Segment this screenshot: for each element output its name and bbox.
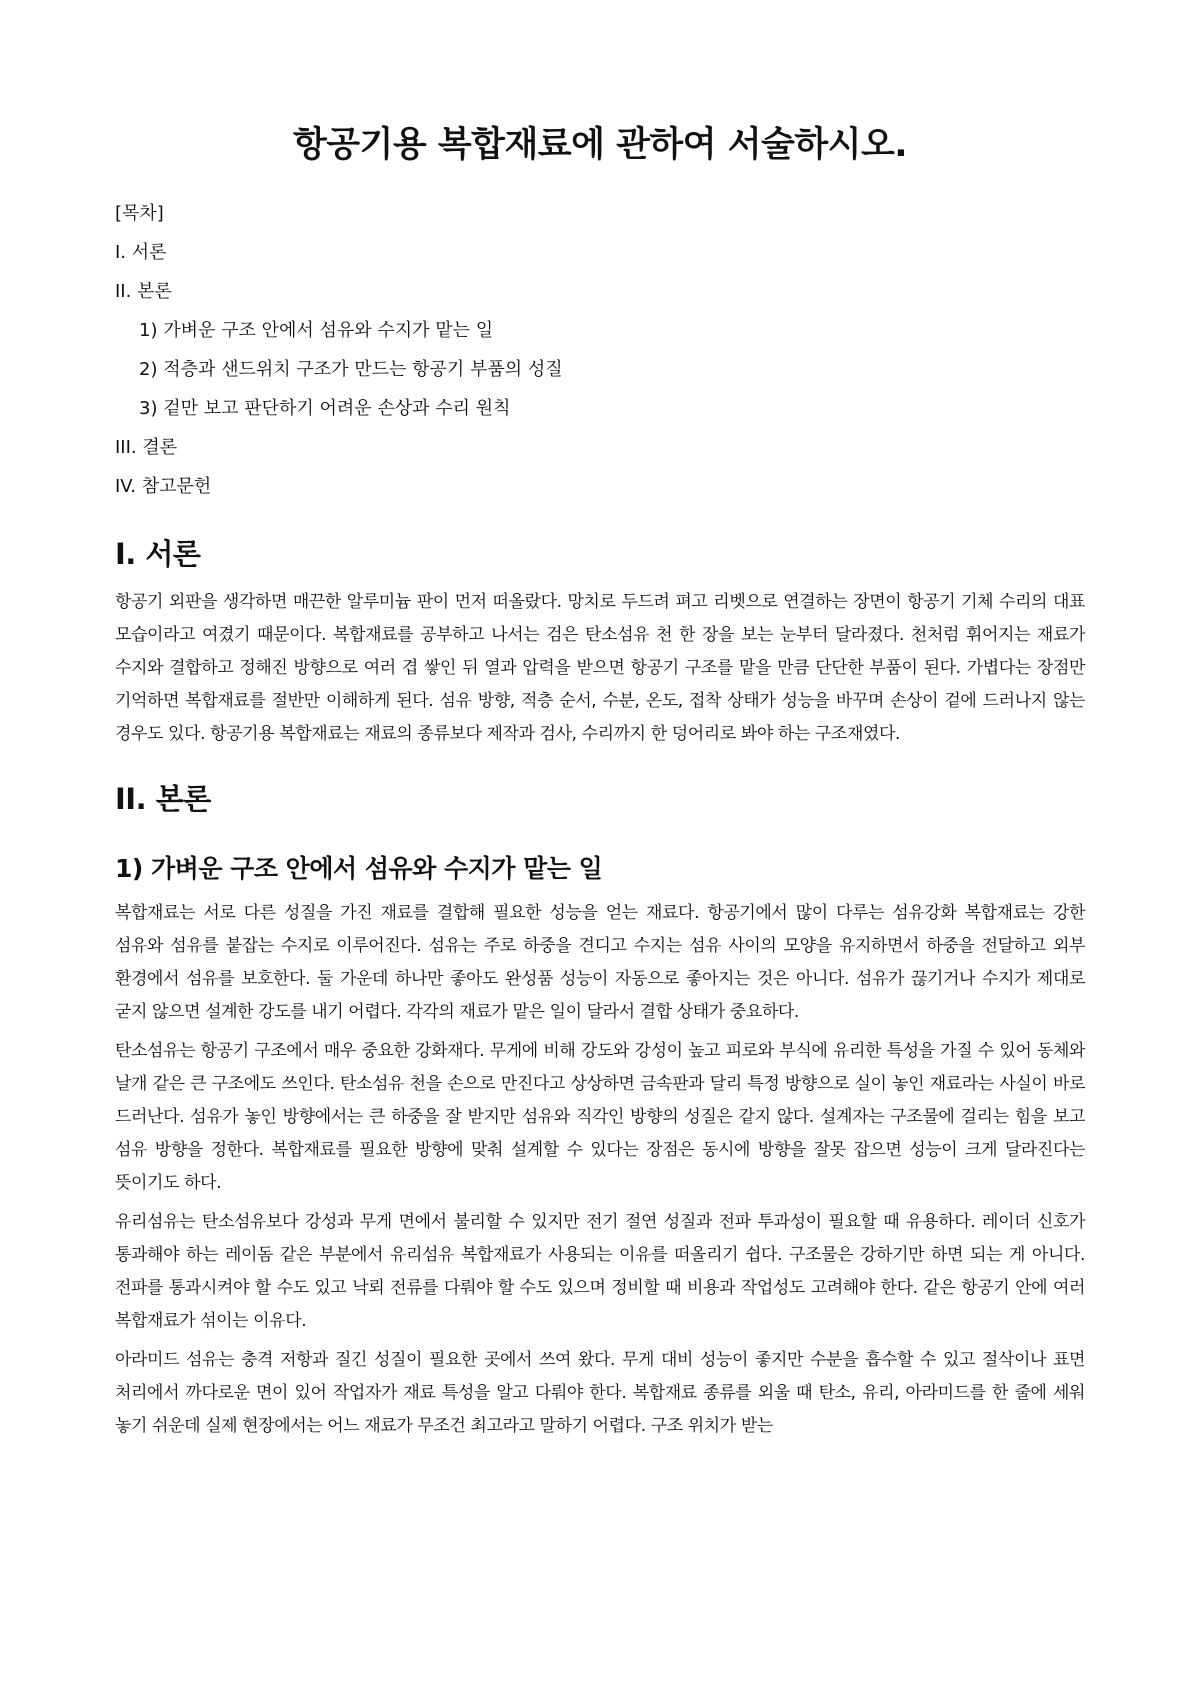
toc-item-body-1: 1) 가벼운 구조 안에서 섬유와 수지가 맡는 일 xyxy=(139,320,494,341)
toc-item-intro: I. 서론 xyxy=(115,242,167,263)
toc-item-body: II. 본론 xyxy=(115,281,172,302)
section-heading-intro: I. 서론 xyxy=(115,537,201,571)
body-paragraph: 복합재료는 서로 다른 성질을 가진 재료를 결합해 필요한 성능을 얻는 재료다. 항공기에서 많이 다루는 섬유강화 복합재료는 강한 섬유와 섬유를 붙잡는 수지로 이루어진다. 섬유는 주로 하중을 견디고 수지는 섬유 사이의 모양을 유지하면서 하중을 전달하고 외부 환경에서 섬유를 보호한다. 둘 가운데 하나만 좋아도 완성품 성능이 자동으로 좋아지는 것은 아니다. 섬유가 끊기거나 수지가 제대로 굳지 않으면 설계한 강도를 내기 어렵다. 각각의 재료가 맡은 일이 달라서 결합 상태가 중요하다. xyxy=(115,903,1085,1022)
section-heading-body: II. 본론 xyxy=(115,782,211,816)
subsection-heading-1: 1) 가벼운 구조 안에서 섬유와 수지가 맡는 일 xyxy=(115,854,603,883)
body-paragraph: 유리섬유는 탄소섬유보다 강성과 무게 면에서 불리할 수 있지만 전기 절연 성질과 전파 투과성이 필요할 때 유용하다. 레이더 신호가 통과해야 하는 레이돔 같은 부분에서 유리섬유 복합재료가 사용되는 이유를 떠올리기 쉽다. 구조물은 강하기만 하면 되는 게 아니다. 전파를 통과시켜야 할 수도 있고 낙뢰 전류를 다뤄야 할 수도 있으며 정비할 때 비용과 작업성도 고려해야 한다. 같은 항공기 안에 여러 복합재료가 섞이는 이유다. xyxy=(115,1212,1085,1331)
toc-item-body-3: 3) 겉만 보고 판단하기 어려운 손상과 수리 원칙 xyxy=(139,398,511,419)
toc-item-body-2: 2) 적층과 샌드위치 구조가 만드는 항공기 부품의 성질 xyxy=(139,359,563,380)
toc-heading: [목차] xyxy=(115,203,164,224)
document-title: 항공기용 복합재료에 관하여 서술하시오. xyxy=(292,125,908,165)
toc-item-conclusion: III. 결론 xyxy=(115,437,178,458)
intro-paragraph: 항공기 외판을 생각하면 매끈한 알루미늄 판이 먼저 떠올랐다. 망치로 두드려 펴고 리벳으로 연결하는 장면이 항공기 기체 수리의 대표 모습이라고 여겼기 때문이다. 복합재료를 공부하고 나서는 검은 탄소섬유 천 한 장을 보는 눈부터 달라졌다. 천처럼 휘어지는 재료가 수지와 결합하고 정해진 방향으로 여러 겹 쌓인 뒤 열과 압력을 받으면 항공기 구조를 맡을 만큼 단단한 부품이 된다. 가볍다는 장점만 기억하면 복합재료를 절반만 이해하게 된다. 섬유 방향, 적층 순서, 수분, 온도, 접착 상태가 성능을 바꾸며 손상이 겉에 드러나지 않는 경우도 있다. 항공기용 복합재료는 재료의 종류보다 제작과 검사, 수리까지 한 덩어리로 봐야 하는 구조재였다. xyxy=(115,592,1085,744)
toc-item-references: IV. 참고문헌 xyxy=(115,476,212,497)
table-of-contents xyxy=(115,194,1085,506)
body-paragraph: 아라미드 섬유는 충격 저항과 질긴 성질이 필요한 곳에서 쓰여 왔다. 무게 대비 성능이 좋지만 수분을 흡수할 수 있고 절삭이나 표면 처리에서 까다로운 면이 있어 작업자가 재료 특성을 알고 다뤄야 한다. 복합재료 종류를 외울 때 탄소, 유리, 아라미드를 한 줄에 세워 놓기 쉬운데 실제 현장에서는 어느 재료가 무조건 최고라고 말하기 어렵다. 구조 위치가 받는 xyxy=(115,1350,1086,1436)
body-paragraph: 탄소섬유는 항공기 구조에서 매우 중요한 강화재다. 무게에 비해 강도와 강성이 높고 피로와 부식에 유리한 특성을 가질 수 있어 동체와 날개 같은 큰 구조에도 쓰인다. 탄소섬유 천을 손으로 만진다고 상상하면 금속판과 달리 특정 방향으로 실이 놓인 재료라는 사실이 바로 드러난다. 섬유가 놓인 방향에서는 큰 하중을 잘 받지만 섬유와 직각인 방향의 성질은 같지 않다. 설계자는 구조물에 걸리는 힘을 보고 섬유 방향을 정한다. 복합재료를 필요한 방향에 맞춰 설계할 수 있다는 장점은 동시에 방향을 잘못 잡으면 성능이 크게 달라진다는 뜻이기도 하다. xyxy=(115,1041,1085,1193)
